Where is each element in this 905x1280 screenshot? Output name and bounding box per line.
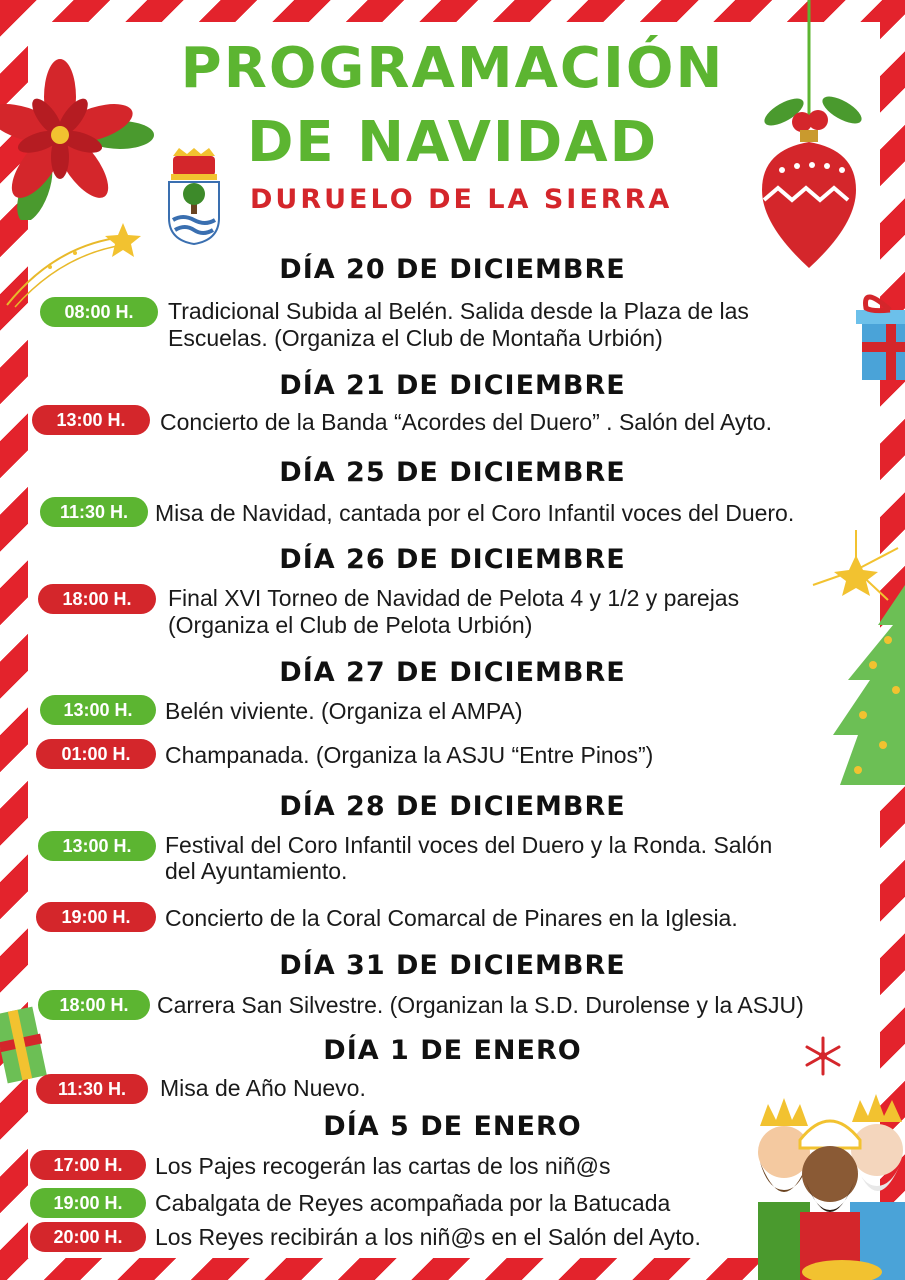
poster-title-line2: DE NAVIDAD <box>246 110 659 175</box>
poster-title-line1: PROGRAMACIÓN <box>180 36 725 101</box>
day-heading: DÍA 25 DE DICIEMBRE <box>279 457 626 488</box>
event-text: Concierto de la Coral Comarcal de Pinares en la Iglesia. <box>165 905 738 931</box>
event-text-cont: (Organiza el Club de Pelota Urbión) <box>168 612 533 638</box>
event-text: Champanada. (Organiza la ASJU “Entre Pinos”) <box>165 742 654 768</box>
time-badge: 17:00 H. <box>30 1150 146 1180</box>
day-heading: DÍA 26 DE DICIEMBRE <box>279 544 626 575</box>
time-badge: 11:30 H. <box>40 497 148 527</box>
event-text: Cabalgata de Reyes acompañada por la Batucada <box>155 1190 671 1216</box>
event-text: Belén viviente. (Organiza el AMPA) <box>165 698 523 724</box>
day-heading: DÍA 5 DE ENERO <box>323 1111 582 1142</box>
day-heading: DÍA 28 DE DICIEMBRE <box>279 791 626 822</box>
time-badge: 19:00 H. <box>36 902 156 932</box>
event-text: Los Reyes recibirán a los niñ@s en el Salón del Ayto. <box>155 1224 701 1250</box>
event-text: Final XVI Torneo de Navidad de Pelota 4 y 1/2 y parejas <box>168 585 740 611</box>
event-text: Carrera San Silvestre. (Organizan la S.D. Durolense y la ASJU) <box>157 992 804 1018</box>
time-badge: 01:00 H. <box>36 739 156 769</box>
time-badge: 13:00 H. <box>32 405 150 435</box>
day-heading: DÍA 21 DE DICIEMBRE <box>279 370 626 401</box>
day-heading: DÍA 1 DE ENERO <box>323 1035 582 1066</box>
event-text-cont: del Ayuntamiento. <box>165 858 348 884</box>
event-text: Misa de Año Nuevo. <box>160 1075 366 1101</box>
time-badge: 13:00 H. <box>38 831 156 861</box>
event-text: Los Pajes recogerán las cartas de los niñ@s <box>155 1153 611 1179</box>
time-badge: 18:00 H. <box>38 990 150 1020</box>
event-text: Festival del Coro Infantil voces del Duero y la Ronda. Salón <box>165 832 773 858</box>
event-text-cont: Escuelas. (Organiza el Club de Montaña Urbión) <box>168 325 663 351</box>
town-subtitle: DURUELO DE LA SIERRA <box>250 184 673 215</box>
time-badge: 19:00 H. <box>30 1188 146 1218</box>
time-badge: 08:00 H. <box>40 297 158 327</box>
time-badge: 20:00 H. <box>30 1222 146 1252</box>
day-heading: DÍA 31 DE DICIEMBRE <box>279 950 626 981</box>
time-badge: 11:30 H. <box>36 1074 148 1104</box>
time-badge: 18:00 H. <box>38 584 156 614</box>
time-badge: 13:00 H. <box>40 695 156 725</box>
day-heading: DÍA 27 DE DICIEMBRE <box>279 657 626 688</box>
event-text: Tradicional Subida al Belén. Salida desde la Plaza de las <box>168 298 749 324</box>
day-heading: DÍA 20 DE DICIEMBRE <box>279 254 626 285</box>
event-text: Misa de Navidad, cantada por el Coro Infantil voces del Duero. <box>155 500 795 526</box>
event-text: Concierto de la Banda “Acordes del Duero” . Salón del Ayto. <box>160 409 772 435</box>
